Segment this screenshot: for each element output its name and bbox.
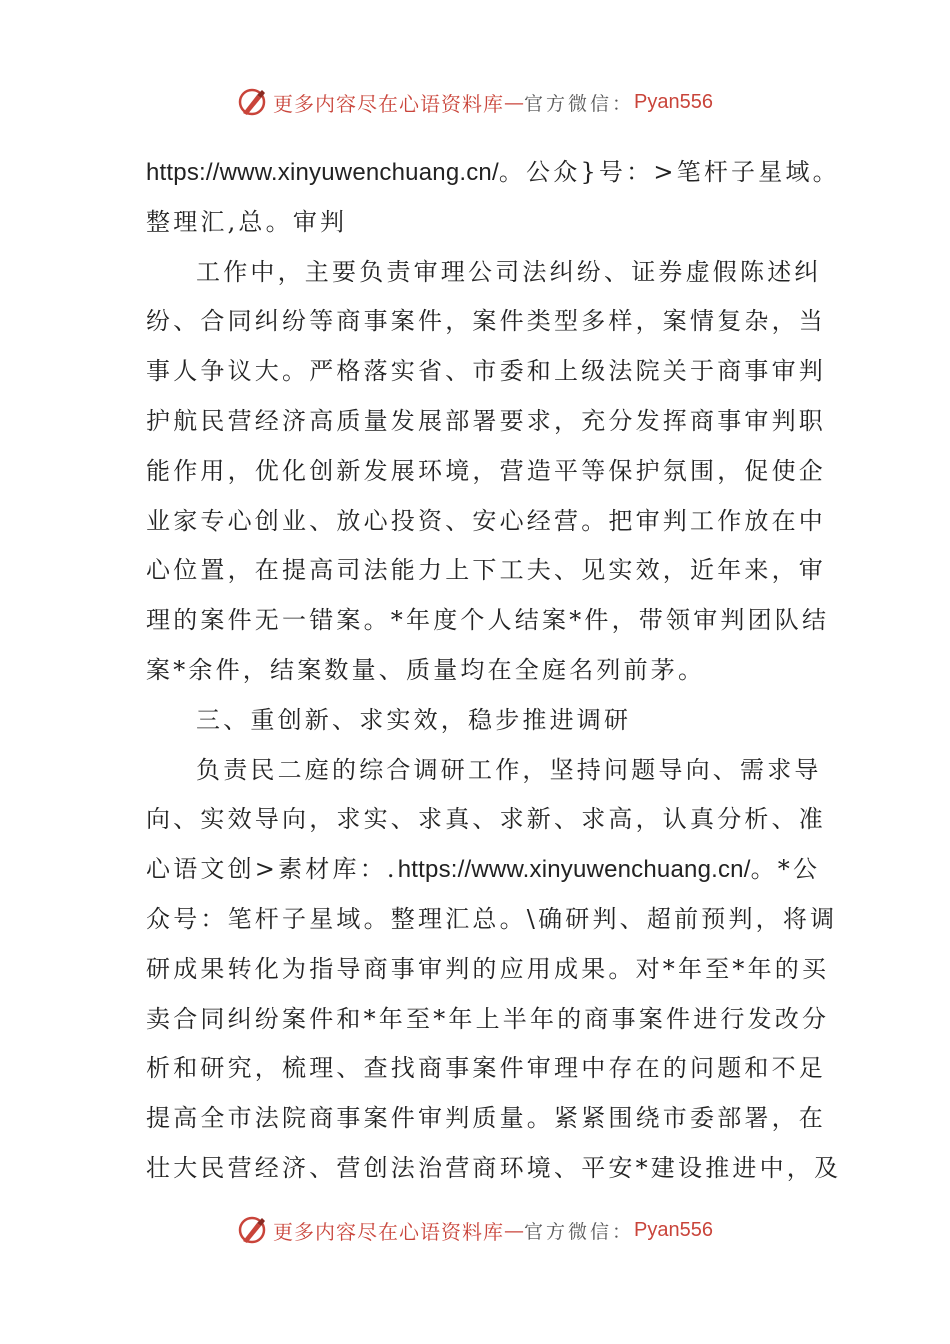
text-line [146,497,826,547]
body-text: 事人争议大。严格落实省、市委和上级法院关于商事审判 [146,357,826,386]
text-line [146,945,830,995]
body-text: 理的案件无一错案。*年度个人结案*件，带领审判团队结 [146,606,830,635]
text-line [146,397,826,447]
banner-separator: — [504,90,524,114]
body-text: 。公众}号：>笔杆子星域。 [498,158,840,186]
body-text: 众号：笔杆子星域。整理汇总。\确研判、超前预判，将调 [146,904,838,933]
banner-text: 更多内容尽在心语资料库 [273,91,504,116]
text-line [146,895,838,945]
text-line [146,596,830,646]
url-text: https://www.xinyuwenchuang.cn/ [397,856,751,884]
text-line [146,646,806,696]
banner-text: 更多内容尽在心语资料库 [273,1219,504,1244]
text-line [146,347,826,397]
text-line [146,845,821,895]
text-line [146,198,806,248]
body-text: 向、实效导向，求实、求真、求新、求高，认真分析、准 [146,805,826,834]
pen-logo-icon [237,1215,267,1245]
text-line [146,148,840,198]
body-text: 三、重创新、求实效，稳步推进调研 [196,705,632,734]
body-text: 负责民二庭的综合调研工作，坚持问题导向、需求导 [196,755,822,784]
body-text: 心位置，在提高司法能力上下工夫、见实效，近年来，审 [146,556,826,585]
body-text: 。*公 [750,855,821,884]
footer-banner [0,1208,950,1252]
body-text: 护航民营经济高质量发展部署要求，充分发挥商事审判职 [146,406,826,435]
text-line [146,546,826,596]
header-banner [0,80,950,124]
document-body [146,148,842,1194]
body-text: 整理汇,总。审判 [146,207,348,236]
url-text: https://www.xinyuwenchuang.cn/ [146,159,499,186]
banner-wechat-id: Pyan556 [634,90,713,113]
text-line [146,1094,826,1144]
body-text: 心语文创>素材库：. [146,855,398,884]
body-text: 能作用，优化创新发展环境，营造平等保护氛围，促使企 [146,456,826,485]
body-text: 业家专心创业、放心投资、安心经营。把审判工作放在中 [146,506,826,535]
body-text: 研成果转化为指导商事审判的应用成果。对*年至*年的买 [146,954,830,983]
body-text: 案*余件，结案数量、质量均在全庭名列前茅。 [146,655,706,684]
banner-wechat-label: 官方微信： [524,1220,635,1243]
body-text: 壮大民营经济、营创法治营商环境、平安*建设推进中，及 [146,1153,842,1182]
body-text: 提高全市法院商事案件审判质量。紧紧围绕市委部署，在 [146,1104,826,1133]
text-line [146,447,826,497]
text-line [146,795,826,845]
body-text: 工作中，主要负责审理公司法纠纷、证券虚假陈述纠 [196,257,822,286]
body-text: 析和研究，梳理、查找商事案件审理中存在的问题和不足 [146,1054,826,1083]
text-line [146,248,822,298]
text-line [146,1044,826,1094]
banner-wechat-id: Pyan556 [634,1218,713,1241]
banner-separator: — [504,1218,524,1242]
pen-logo-icon [237,87,267,117]
text-line [146,1144,842,1194]
text-line [146,297,826,347]
text-line [146,696,806,746]
text-line [146,746,822,796]
body-text: 纷、合同纠纷等商事案件，案件类型多样，案情复杂，当 [146,307,826,336]
body-text: 卖合同纠纷案件和*年至*年上半年的商事案件进行发改分 [146,1004,830,1033]
banner-wechat-label: 官方微信： [524,92,635,115]
text-line [146,995,830,1045]
